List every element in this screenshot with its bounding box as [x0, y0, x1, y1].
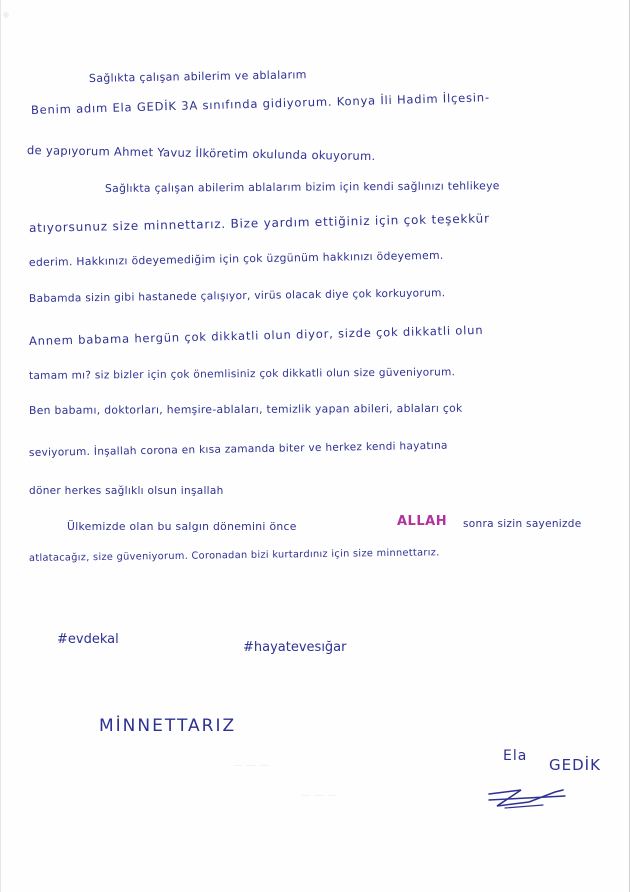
letter-line-9: Ben babamı, doktorları, hemşire-ablaları, temizlik yapan abileri, ablaları çok — [28, 401, 463, 417]
signature-scribble — [485, 786, 571, 812]
letter-line-5: ederim. Hakkınızı ödeyemediğim için çok üzgünüm hakkınızı ödeyemem. — [28, 248, 444, 269]
allah-word: ALLAH — [397, 514, 448, 529]
letter-line-13: atlatacağız, size güveniyorum. Coronadan bizi kurtardınız için size minnettarız. — [28, 547, 440, 564]
letter-line-12b: sonra sizin sayenizde — [463, 518, 582, 530]
letter-line-11: döner herkes sağlıklı olsun inşallah — [29, 485, 224, 497]
paper-edge-mark — [3, 12, 9, 18]
letter-line-3: Sağlıkta çalışan abilerim ablalarım bizim için kendi sağlınızı tehlikeye — [104, 179, 500, 195]
letter-line-10: seviyorum. İnşallah corona en kısa zamanda biter ve herkez kendi hayatına — [28, 439, 448, 459]
signature-last-name: GEDİK — [549, 756, 601, 774]
letter-line-8: tamam mı? siz bizler için çok önemlisiniz çok dikkatli olun size güveniyorum. — [28, 366, 456, 382]
letter-line-4: atıyorsunuz size minnettarız. Bize yardım ettiğiniz için çok teşekkür — [28, 211, 490, 235]
letter-line-1: Benim adım Ela GEDİK 3A sınıfında gidiyorum. Konya İli Hadim İlçesin- — [30, 90, 491, 117]
letter-line-7: Annem babama hergün çok dikkatli olun diyor, sizde çok dikkatli olun — [28, 322, 484, 348]
letter-line-2: de yapıyorum Ahmet Yavuz İlköretim okulunda okuyorum. — [26, 143, 376, 164]
letter-heading: Sağlıkta çalışan abilerim ve ablalarım — [88, 68, 307, 85]
letter-line-6: Babamda sizin gibi hastanede çalışıyor, virüs olacak diye çok korkuyorum. — [28, 287, 446, 305]
bleed-through-text: — — — — [233, 760, 270, 771]
signature-first-name: Ela — [503, 748, 528, 764]
bleed-through-text: — — — — [301, 790, 338, 801]
hashtag-evdekal: #evdekal — [57, 632, 119, 647]
closing-thanks: MİNNETTARIZ — [99, 716, 237, 736]
hashtag-hayatevesigar: #hayatevesığar — [243, 640, 347, 655]
letter-line-12: Ülkemizde olan bu salgın dönemini önce — [67, 520, 297, 533]
